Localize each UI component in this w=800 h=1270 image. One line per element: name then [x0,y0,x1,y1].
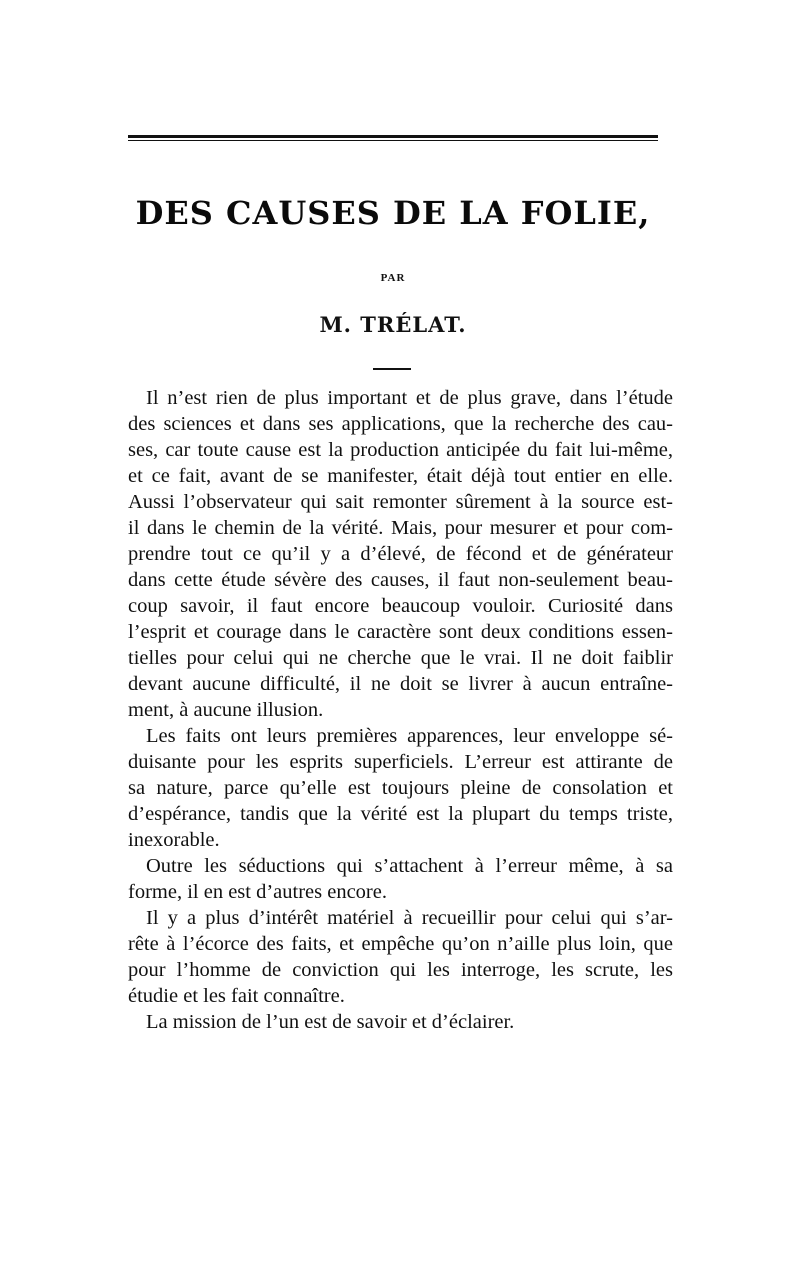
text-line: ses, car toute cause est la production anticipée du fait lui-même, [128,439,673,461]
byline-prefix: PAR [380,272,406,284]
text-line: étudie et les fait connaître. [128,985,345,1007]
text-line: ment, à aucune illusion. [128,699,324,721]
text-line: et ce fait, avant de se manifester, était déjà tout entier en elle. [128,465,673,487]
text-line: d’espérance, tandis que la vérité est la plupart du temps triste, [128,803,673,825]
text-line: pour l’homme de conviction qui les interroge, les scrute, les [128,959,673,981]
text-line: tielles pour celui qui ne cherche que le vrai. Il ne doit faiblir [128,647,673,669]
text-line: La mission de l’un est de savoir et d’éclairer. [146,1011,515,1033]
text-line: rête à l’écorce des faits, et empêche qu’on n’aille plus loin, que [128,933,673,955]
text-line: l’esprit et courage dans le caractère sont deux conditions essen- [128,621,673,643]
text-line: Aussi l’observateur qui sait remonter sûrement à la source est- [128,491,673,513]
text-line: il dans le chemin de la vérité. Mais, pour mesurer et pour com- [128,517,673,539]
text-line: prendre tout ce qu’il y a d’élevé, de fécond et de générateur [128,543,673,565]
text-line: inexorable. [128,829,220,851]
article-title: DES CAUSES DE LA FOLIE, [135,194,651,232]
header-double-rule [128,135,658,141]
author-name: M. TRÉLAT. [319,312,467,337]
separator-rule [373,368,411,370]
text-line: Les faits ont leurs premières apparences, leur enveloppe sé- [146,725,673,747]
text-line: dans cette étude sévère des causes, il faut non-seulement beau- [128,569,673,591]
text-line: Outre les séductions qui s’attachent à l’erreur même, à sa [146,855,673,877]
text-line: duisante pour les esprits superficiels. L’erreur est attirante de [128,751,673,773]
body-text [128,385,673,1035]
text-line: devant aucune difficulté, il ne doit se livrer à aucun entraîne- [128,673,673,695]
text-line: coup savoir, il faut encore beaucoup vouloir. Curiosité dans [128,595,673,617]
text-line: sa nature, parce qu’elle est toujours pleine de consolation et [128,777,673,799]
text-line: des sciences et dans ses applications, que la recherche des cau- [128,413,673,435]
text-line: Il y a plus d’intérêt matériel à recueillir pour celui qui s’ar- [146,907,673,929]
text-line: Il n’est rien de plus important et de plus grave, dans l’étude [146,387,673,409]
text-line: forme, il en est d’autres encore. [128,881,387,903]
